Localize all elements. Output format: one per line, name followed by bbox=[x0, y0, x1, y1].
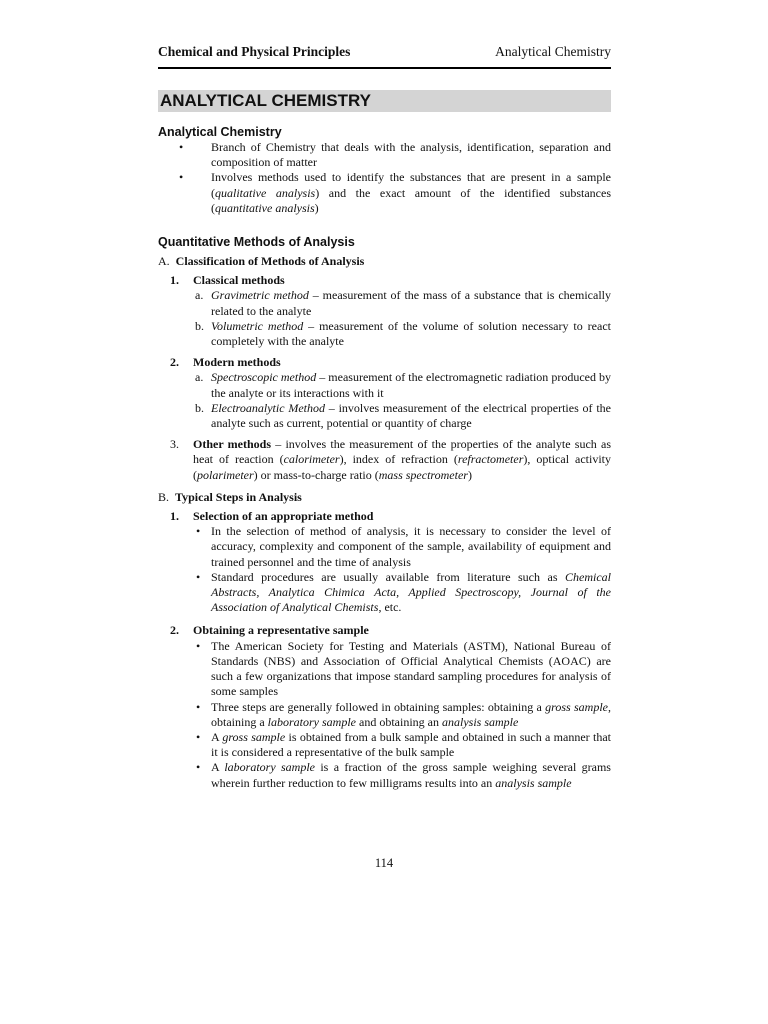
item-spectroscopic: a. Spectroscopic method – measurement of the electromagnetic radiation produced by the analyte or its interactions with it bbox=[158, 370, 611, 400]
subsection-a: A. Classification of Methods of Analysis bbox=[158, 254, 365, 269]
section-heading-quantitative-methods: Quantitative Methods of Analysis bbox=[158, 235, 355, 250]
page-number: 114 bbox=[374, 856, 394, 870]
item-electroanalytic: b. Electroanalytic Method – involves measurement of the electrical properties of the analyte such as current, potential or quantity of charge bbox=[158, 401, 611, 431]
item-modern-methods: 2. Modern methods bbox=[158, 355, 611, 370]
header-rule bbox=[158, 67, 611, 69]
bullet-gross-sample: • A gross sample is obtained from a bulk sample and obtained in such a manner that it is considered a representative of the bulk sample bbox=[158, 730, 611, 760]
item-other-methods: 3. Other methods – involves the measurement of the properties of the analyte such as heat of reaction (calorimeter), index of refraction (refractometer), optical activity (polarimeter) or mass-to-charge ratio (mass spectrometer) bbox=[158, 437, 611, 483]
section-heading-analytical-chemistry: Analytical Chemistry bbox=[158, 125, 282, 139]
bullet-selection-criteria: • In the selection of method of analysis, it is necessary to consider the level of accuracy, complexity and component of the sample, availability of equipment and trained personnel and the time of analysis bbox=[158, 524, 611, 570]
bullet-standard-procedures: • Standard procedures are usually available from literature such as Chemical Abstracts, Analytica Chimica Acta, Applied Spectroscopy, Journal of the Association of Analytical Chemists, etc. bbox=[158, 570, 611, 616]
bullet-three-steps: • Three steps are generally followed in obtaining samples: obtaining a gross sample, obtaining a laboratory sample and obtaining an analysis sample bbox=[158, 700, 611, 730]
content bbox=[158, 124, 611, 791]
header-right: Analytical Chemistry bbox=[495, 44, 611, 59]
subsection-b: B. Typical Steps in Analysis bbox=[158, 489, 302, 504]
bullet-definition: • Branch of Chemistry that deals with the analysis, identification, separation and composition of matter bbox=[158, 140, 611, 170]
bullet-methods: • Involves methods used to identify the substances that are present in a sample (qualitative analysis) and the exact amount of the identified substances (quantitative analysis) bbox=[158, 170, 611, 216]
item-gravimetric: a. Gravimetric method – measurement of the mass of a substance that is chemically related to the analyte bbox=[158, 288, 611, 318]
title-bar bbox=[158, 90, 611, 112]
item-volumetric: b. Volumetric method – measurement of the volume of solution necessary to react completely with the analyte bbox=[158, 319, 611, 349]
step-selection: 1. Selection of an appropriate method bbox=[158, 509, 611, 524]
running-header bbox=[158, 44, 611, 60]
bullet-organizations: • The American Society for Testing and Materials (ASTM), National Bureau of Standards (NBS) and Association of Official Analytical Chemists (AOAC) are such a few organizations that impose standard sampling procedures for analysis of some samples bbox=[158, 639, 611, 700]
page-title: ANALYTICAL CHEMISTRY bbox=[160, 91, 371, 110]
header-left: Chemical and Physical Principles bbox=[158, 44, 351, 59]
step-representative-sample: 2. Obtaining a representative sample bbox=[158, 623, 611, 638]
bullet-laboratory-sample: • A laboratory sample is a fraction of the gross sample weighing several grams wherein further reduction to few milligrams results into an analysis sample bbox=[158, 760, 611, 790]
item-classical-methods: 1. Classical methods bbox=[158, 273, 611, 288]
